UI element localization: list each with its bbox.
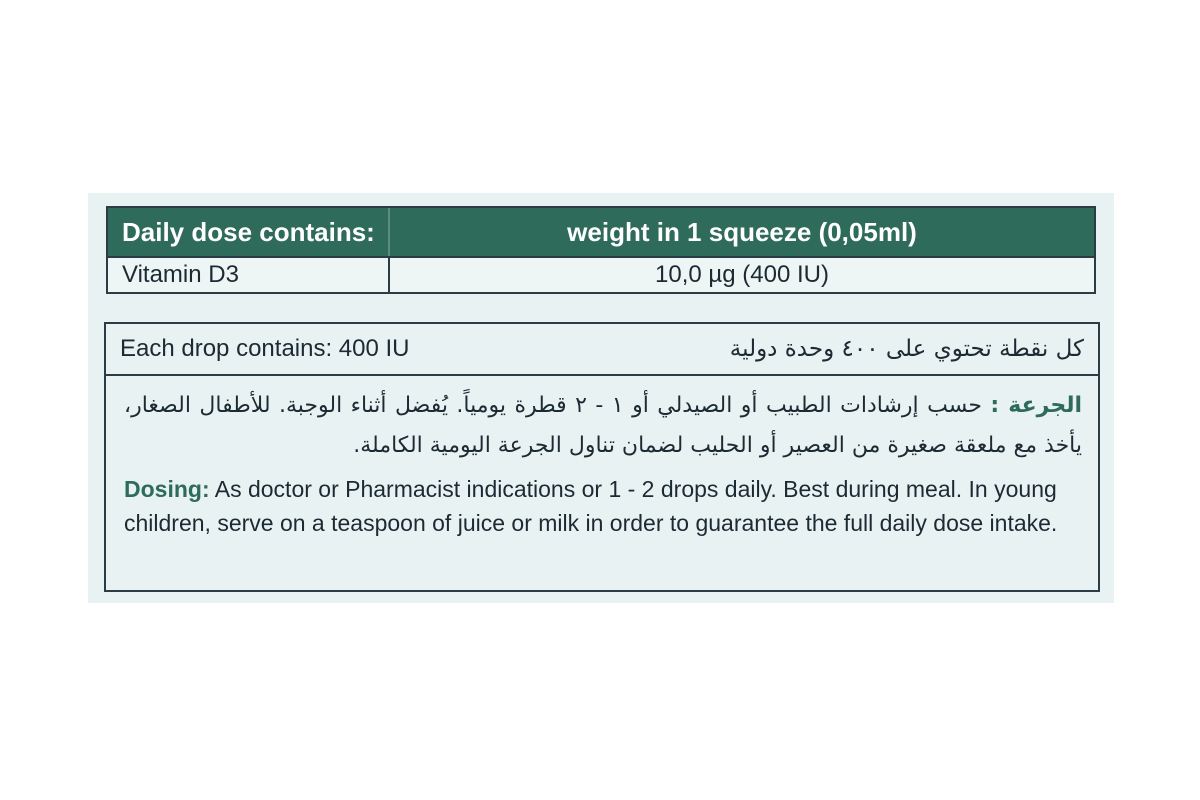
dosing-info-box xyxy=(104,322,1100,592)
english-dosing-paragraph xyxy=(106,466,1098,540)
header-daily-dose: Daily dose contains: xyxy=(108,208,390,256)
nutrient-name: Vitamin D3 xyxy=(108,256,390,292)
header-weight-per-squeeze: weight in 1 squeeze (0,05ml) xyxy=(567,216,917,247)
arabic-dosing-paragraph xyxy=(106,376,1098,466)
arabic-dosing-label: الجرعة : xyxy=(990,393,1083,418)
arabic-dosing-text: حسب إرشادات الطبيب أو الصيدلي أو ١ - ٢ قطرة يومياً. يُفضل أثناء الوجبة. للأطفال الصغار، يأخذ مع ملعقة صغيرة من العصير أو الحليب لضمان تناول الجرعة اليومية الكاملة. xyxy=(124,393,1082,458)
nutrition-table xyxy=(106,206,1096,294)
nutrient-amount: 10,0 µg (400 IU) xyxy=(390,256,1094,292)
table-row xyxy=(108,256,1094,292)
drop-content-arabic: كل نقطة تحتوي على ٤٠٠ وحدة دولية xyxy=(729,336,1084,362)
drop-content-english: Each drop contains: 400 IU xyxy=(120,335,410,362)
table-header-row xyxy=(108,208,1094,256)
dosing-text: As doctor or Pharmacist indications or 1 - 2 drops daily. Best during meal. In young children, serve on a teaspoon of juice or milk in order to guarantee the full daily dose intake. xyxy=(124,476,1058,536)
drop-content-row xyxy=(106,324,1098,376)
dosing-label: Dosing: xyxy=(124,476,210,502)
